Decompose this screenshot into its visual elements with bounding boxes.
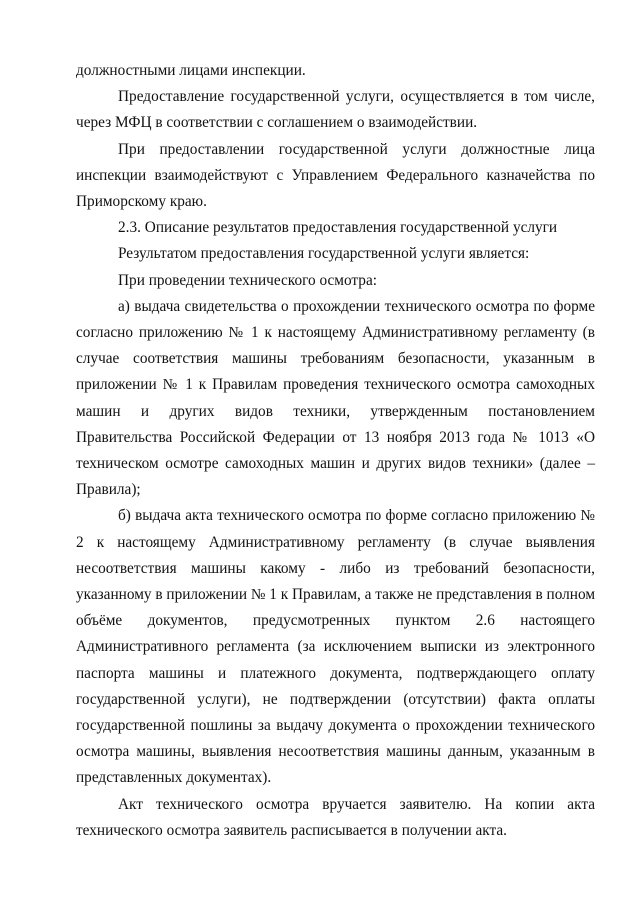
section-heading-2-3: 2.3. Описание результатов предоставления государственной услуги [118,219,558,237]
paragraph-item-a: а) выдача свидетельства о прохождении технического осмотра по форме согласно приложению № 1 к настоящему Административному регламенту (в случае соответствия машины требованиям безопасности, указанным в приложении № 1 к Правилам проведения технического осмотра самоходных машин и других видов техники, утвержденным постановлением Правительства Российской Федерации от 13 ноября 2013 года № 1013 «О техническом осмотре самоходных машин и других видов техники» (далее – Правила); [76,297,595,499]
paragraph-treasury: При предоставлении государственной услуги должностные лица инспекции взаимодействуют с Управлением Федерального казначейства по Приморскому краю. [76,140,595,211]
paragraph-mfc: Предоставление государственной услуги, осуществляется в том числе, через МФЦ в соответствии с соглашением о взаимодействии. [76,88,595,132]
paragraph-continuation: должностными лицами инспекции. [76,62,306,79]
paragraph-inspection: При проведении технического осмотра: [118,271,377,289]
paragraph-result: Результатом предоставления государственной услуги является: [118,245,530,263]
paragraph-act: Акт технического осмотра вручается заявителю. На копии акта технического осмотра заявитель расписывается в получении акта. [76,795,595,839]
document-body [76,58,595,844]
paragraph-item-b: б) выдача акта технического осмотра по форме согласно приложению № 2 к настоящему Административному регламенту (в случае выявления несоответствия машины какому - либо из требований безопасности, указанному в приложении № 1 к Правилам, а также не представления в полном объёме документов, предусмотренных пунктом 2.6 настоящего Административного регламента (за исключением выписки из электронного паспорта машины и платежного документа, подтверждающего оплату государственной услуги), не подтверждении (отсутствии) факта оплаты государственной пошлины за выдачу документа о прохождении технического осмотра машины, выявления несоответствия машины данным, указанным в представленных документах). [76,507,596,787]
